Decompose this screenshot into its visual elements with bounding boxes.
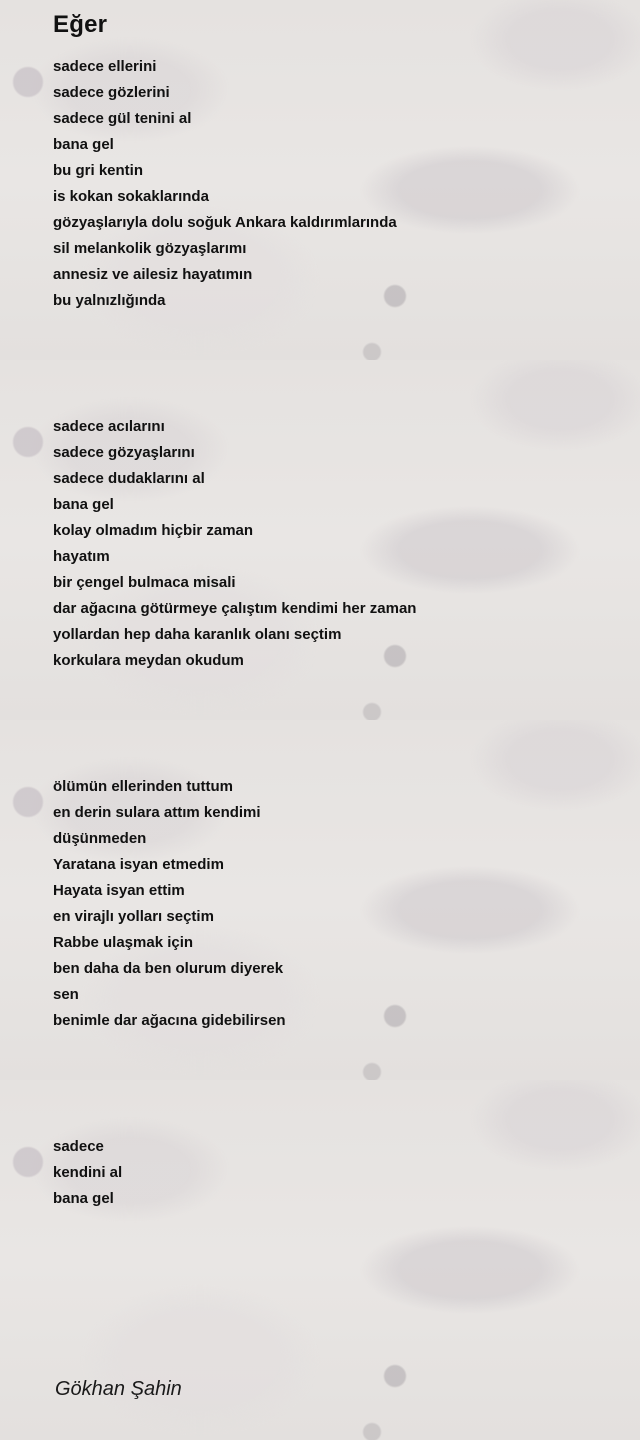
- stanza-3: [53, 774, 613, 1034]
- poem-line: Yaratana isyan etmedim: [53, 856, 224, 873]
- poem-author: Gökhan Şahin: [55, 1378, 182, 1400]
- poem-line: ben daha da ben olurum diyerek: [53, 960, 284, 977]
- poem-line: bir çengel bulmaca misali: [53, 574, 236, 591]
- stanza-2: [53, 414, 613, 674]
- poem-line: is kokan sokaklarında: [53, 188, 209, 205]
- poem-line: benimle dar ağacına gidebilirsen: [53, 1012, 286, 1029]
- poem-line: bana gel: [53, 496, 114, 513]
- stanza-4: [53, 1134, 613, 1212]
- poem-line: bu gri kentin: [53, 162, 143, 179]
- poem-line: bana gel: [53, 1190, 114, 1207]
- poem-line: annesiz ve ailesiz hayatımın: [53, 266, 253, 283]
- poem-line: ölümün ellerinden tuttum: [53, 778, 233, 795]
- poem-line: sadece gül tenini al: [53, 110, 192, 127]
- poem-title: Eğer: [53, 11, 108, 38]
- poem-line: sadece gözyaşlarını: [53, 444, 195, 461]
- poem-line: yollardan hep daha karanlık olanı seçtim: [53, 626, 342, 643]
- stanza-spacer: [53, 674, 613, 774]
- stanza-1: [53, 54, 613, 314]
- poem-line: hayatım: [53, 548, 110, 565]
- poem-line: sadece gözlerini: [53, 84, 170, 101]
- poem-line: dar ağacına götürmeye çalıştım kendimi her zaman: [53, 600, 417, 617]
- poem-line: Hayata isyan ettim: [53, 882, 185, 899]
- poem-line: en virajlı yolları seçtim: [53, 908, 214, 925]
- poem-line: bana gel: [53, 136, 114, 153]
- poem-line: sil melankolik gözyaşlarımı: [53, 240, 247, 257]
- poem-line: bu yalnızlığında: [53, 292, 166, 309]
- poem-line: sen: [53, 986, 79, 1003]
- poem-line: sadece dudaklarını al: [53, 470, 205, 487]
- poem-line: Rabbe ulaşmak için: [53, 934, 194, 951]
- poem-line: kendini al: [53, 1164, 123, 1181]
- poem-line: sadece ellerini: [53, 58, 157, 75]
- poem-line: korkulara meydan okudum: [53, 652, 244, 669]
- poem-line: düşünmeden: [53, 830, 147, 847]
- poem-line: gözyaşlarıyla dolu soğuk Ankara kaldırımlarında: [53, 214, 397, 231]
- poem-line: en derin sulara attım kendimi: [53, 804, 261, 821]
- stanza-spacer: [53, 314, 613, 414]
- poem-line: sadece acılarını: [53, 418, 165, 435]
- poem-line: sadece: [53, 1138, 104, 1155]
- stanza-spacer: [53, 1034, 613, 1134]
- poem-body: [53, 54, 613, 1212]
- poem-line: kolay olmadım hiçbir zaman: [53, 522, 254, 539]
